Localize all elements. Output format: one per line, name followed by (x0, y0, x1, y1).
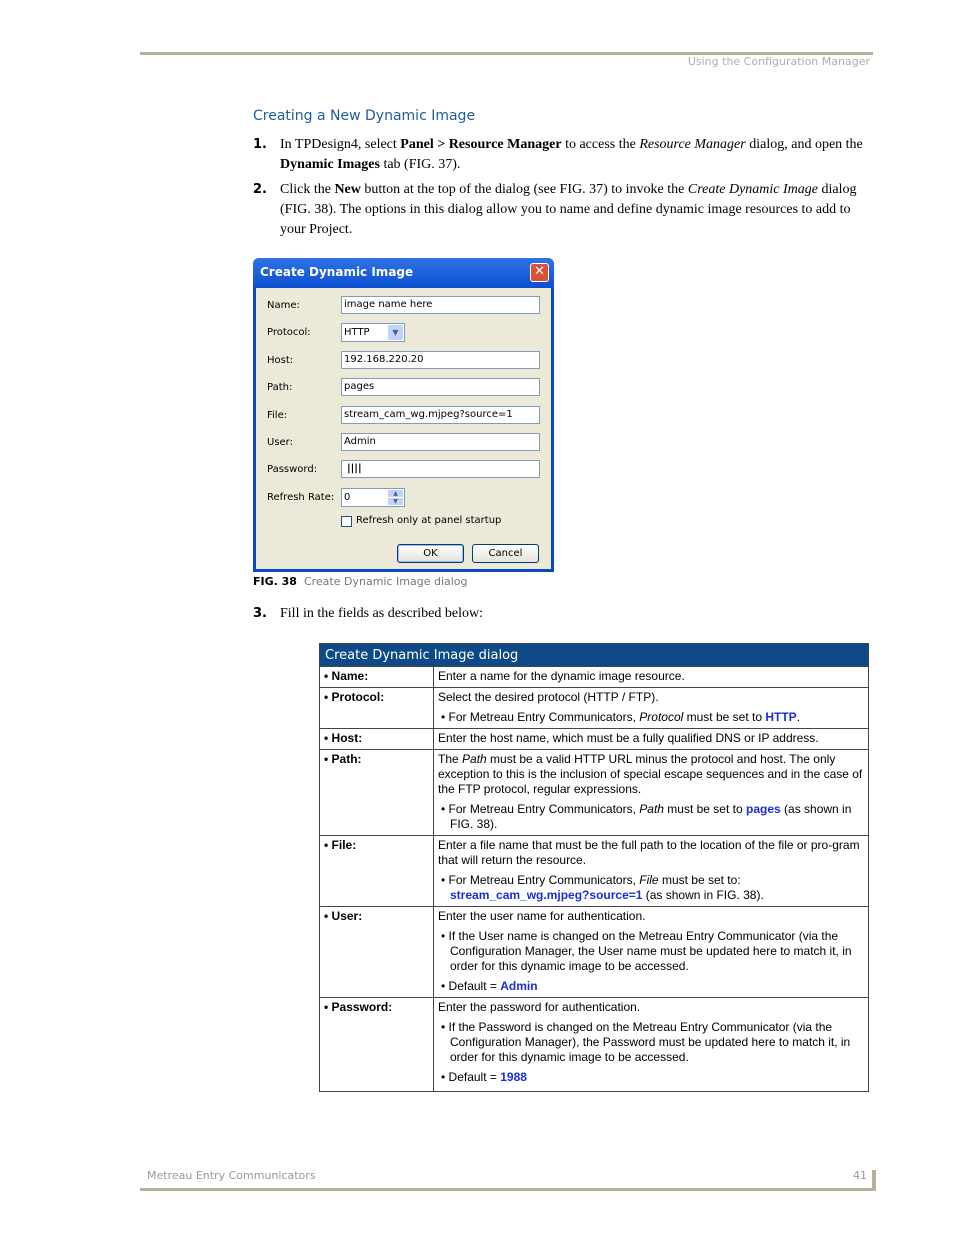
refresh-startup-checkbox[interactable] (341, 516, 352, 527)
step-text: In TPDesign4, select Panel > Resource Manager to access the Resource Manager dialog, and open the Dynamic Images tab (FIG. 37). (280, 137, 863, 172)
row-desc: Enter a file name that must be the full path to the location of the file or pro-gram that will return the resource. • For Metreau Entry Communicators, File must be set to: stream_cam_wg.mjpeg?source=1 (as shown in FIG. 38). (434, 836, 869, 907)
user-input[interactable]: Admin (341, 433, 540, 451)
name-label: Name: (267, 300, 300, 311)
close-icon[interactable]: ✕ (530, 263, 549, 282)
chevron-down-icon[interactable]: ▼ (388, 325, 403, 340)
spin-down-icon[interactable]: ▼ (388, 498, 403, 505)
create-dynamic-image-dialog (253, 258, 554, 572)
section-title: Creating a New Dynamic Image (253, 108, 476, 124)
figure-caption (253, 575, 468, 588)
refresh-rate-stepper[interactable] (341, 488, 405, 507)
row-key: • File: (320, 836, 434, 907)
table-row (320, 729, 869, 750)
row-desc: Select the desired protocol (HTTP / FTP). • For Metreau Entry Communicators, Protocol must be set to HTTP. (434, 688, 869, 729)
refresh-rate-value: 0 (344, 492, 351, 503)
protocol-label: Protocol: (267, 327, 311, 338)
footer-product: Metreau Entry Communicators (147, 1169, 316, 1182)
table-row (320, 998, 869, 1092)
footer-rule (140, 1188, 873, 1191)
ok-button[interactable]: OK (397, 544, 464, 563)
step-number: 1. (253, 137, 267, 152)
path-label: Path: (267, 382, 293, 393)
running-header: Using the Configuration Manager (687, 55, 870, 68)
table-row (320, 750, 869, 836)
file-input[interactable]: stream_cam_wg.mjpeg?source=1 (341, 406, 540, 424)
table-row (320, 667, 869, 688)
dialog-body (256, 288, 551, 569)
step-number: 3. (253, 606, 267, 621)
table-row (320, 836, 869, 907)
step-2 (253, 180, 873, 240)
step-number: 2. (253, 182, 267, 197)
footer-rule-corner (872, 1170, 876, 1191)
row-desc: Enter a name for the dynamic image resource. (434, 667, 869, 688)
figure-number: FIG. 38 (253, 575, 297, 588)
row-key: • Password: (320, 998, 434, 1092)
field-description-table (319, 643, 869, 1092)
step-1 (253, 135, 873, 175)
dialog-title: Create Dynamic Image (260, 265, 414, 279)
host-label: Host: (267, 355, 294, 366)
password-input[interactable]: |||| (341, 460, 540, 478)
figure-caption-text: Create Dynamic Image dialog (303, 575, 468, 588)
row-key: • Host: (320, 729, 434, 750)
row-desc: The Path must be a valid HTTP URL minus the protocol and host. The only exception to this is the inclusion of special escape sequences and in the case of the FTP protocol, regular expressions. • For Metreau Entry Communicators, Path must be set to pages (as shown in FIG. 38). (434, 750, 869, 836)
row-key: • Path: (320, 750, 434, 836)
user-label: User: (267, 437, 293, 448)
table-title: Create Dynamic Image dialog (320, 644, 869, 667)
protocol-select[interactable] (341, 323, 405, 342)
cancel-button[interactable]: Cancel (472, 544, 539, 563)
row-desc: Enter the user name for authentication. • If the User name is changed on the Metreau Entry Communicator (via the Configuration Manager, the User name must be updated here to match it, in order for this dynamic image to be accessed. • Default = Admin (434, 907, 869, 998)
name-input[interactable]: image name here (341, 296, 540, 314)
path-input[interactable]: pages (341, 378, 540, 396)
host-input[interactable]: 192.168.220.20 (341, 351, 540, 369)
row-key: • User: (320, 907, 434, 998)
row-desc: Enter the password for authentication. • If the Password is changed on the Metreau Entry Communicator (via the Configuration Manager), the Password must be updated here to match it, in order for this dynamic image to be accessed. • Default = 1988 (434, 998, 869, 1092)
row-desc: Enter the host name, which must be a fully qualified DNS or IP address. (434, 729, 869, 750)
step-text: Click the New button at the top of the dialog (see FIG. 37) to invoke the Create Dynamic Image dialog (FIG. 38). The options in this dialog allow you to name and define dynamic image resources to add to your Project. (280, 182, 857, 237)
refresh-startup-label: Refresh only at panel startup (356, 515, 502, 526)
refresh-rate-label: Refresh Rate: (267, 492, 335, 503)
row-key: • Name: (320, 667, 434, 688)
dialog-titlebar (253, 258, 554, 288)
file-label: File: (267, 410, 288, 421)
step-3 (253, 604, 873, 624)
table-row (320, 688, 869, 729)
table-row (320, 907, 869, 998)
page-number: 41 (853, 1169, 867, 1182)
row-key: • Protocol: (320, 688, 434, 729)
protocol-value: HTTP (344, 327, 370, 338)
password-label: Password: (267, 464, 318, 475)
step-text: Fill in the fields as described below: (280, 606, 483, 621)
spin-up-icon[interactable]: ▲ (388, 490, 403, 497)
table-header-row (320, 644, 869, 667)
